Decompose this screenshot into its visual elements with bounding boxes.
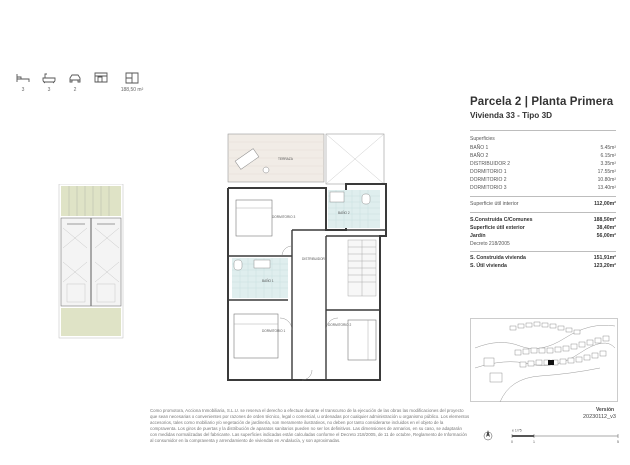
feature-parking xyxy=(62,72,88,93)
dorm2-label: DORMITORIO 2 xyxy=(328,323,352,327)
summary-row: Jardín 56,00m² xyxy=(470,233,616,239)
totals-table xyxy=(470,254,616,270)
feature-bathrooms xyxy=(36,72,62,93)
rooms-table xyxy=(470,144,616,192)
car-icon xyxy=(68,72,82,84)
dorm1-label: DORMITORIO 1 xyxy=(262,329,286,333)
bed-icon xyxy=(16,72,30,84)
bed-furniture xyxy=(236,200,272,236)
distributor-label: DISTRIBUIDOR xyxy=(302,257,325,261)
site-plan xyxy=(57,184,127,340)
bed-furniture xyxy=(348,320,376,360)
feature-plot xyxy=(114,72,150,93)
bathrooms-count: 3 xyxy=(47,87,51,93)
scale-bar xyxy=(482,428,622,448)
bath2-label: BAÑO 2 xyxy=(338,211,350,215)
table-divider xyxy=(470,196,616,197)
page-subtitle: Vivienda 33 - Tipo 3D xyxy=(470,111,553,120)
plot-icon xyxy=(125,72,139,84)
room-row: DORMITORIO 3 13.40m² xyxy=(470,185,616,191)
room-row: DORMITORIO 1 17.55m² xyxy=(470,169,616,175)
title-divider xyxy=(470,130,616,131)
total-row: S. Útil vivienda 123,20m² xyxy=(470,263,616,269)
scale-tick-0: 0 xyxy=(511,440,513,444)
parking-count: 2 xyxy=(73,87,77,93)
interior-divider xyxy=(470,212,616,213)
summary-divider xyxy=(470,251,616,252)
summary-row: Superficie útil exterior 38,40m² xyxy=(470,225,616,231)
interior-surface: Superficie útil interior 112,00m² xyxy=(470,201,616,207)
feature-icons xyxy=(10,72,150,93)
highlighted-plot-marker xyxy=(548,360,554,365)
dorm3-label: DORMITORIO 3 xyxy=(272,215,296,219)
summary-row: S.Construida C/Comunes 188,50m² xyxy=(470,217,616,223)
floor-plan xyxy=(222,130,402,388)
bedrooms-count: 3 xyxy=(21,87,25,93)
plot-area: 188,50 m² xyxy=(120,87,144,93)
scale-tick-1: 1 xyxy=(533,440,535,444)
scale-ratio: e 1/75 xyxy=(512,428,522,433)
summary-table xyxy=(470,216,616,248)
feature-bedrooms xyxy=(10,72,36,93)
room-row: BAÑO 1 5.45m² xyxy=(470,145,616,151)
location-map xyxy=(470,318,618,402)
north-arrow-icon xyxy=(484,430,492,440)
page-title: Parcela 2 | Planta Primera xyxy=(470,96,614,108)
bed-furniture xyxy=(234,314,278,358)
legal-disclaimer: Como promotora, Acciona Inmobiliaria, S.L.U. se reserva el derecho a efectuar durante el transcurso de la ejecución de las obras las modificaciones del proyecto que sean necesarias o convenientes por razones de orden técnico, legal o comercial, u ordenadas por cualquier administración u organismo público. Los elementos accesorios, tales como mobiliario y/o vegetación de jardinería, son meramente ilustrativos, no deben por tanto considerarse incluidos en el objeto de la compraventa. Los giros de puertas y la distribución de aparatos sanitarios pueden no ser los definitivos. Las dimensiones de armarios, en su caso, se adaptarán con medidas normalizadas del fabricante. Las superficies indicadas están calculadas conforme el Decreto 218/2005, de 11 de octubre, Reglamento de Información al consumidor en la compraventa y arrendamiento de viviendas en Andalucía, y son aproximadas. xyxy=(150,408,470,443)
room-row: BAÑO 2 6.15m² xyxy=(470,153,616,159)
terrace-label: TERRAZA xyxy=(278,157,293,161)
room-row: DORMITORIO 2 10.80m² xyxy=(470,177,616,183)
stairs xyxy=(348,240,376,296)
room-row: DISTRIBUIDOR 2 3.35m² xyxy=(470,161,616,167)
feature-house xyxy=(88,72,114,93)
bathtub-icon xyxy=(42,72,56,84)
scale-tick-5: 5 xyxy=(617,440,619,444)
total-row: S. Construida vivienda 151,91m² xyxy=(470,255,616,261)
house-icon xyxy=(94,72,108,84)
version-label: Versión xyxy=(596,407,615,413)
decree-note: Decreto 218/2005 xyxy=(470,241,510,247)
surfaces-label: Superficies xyxy=(470,136,495,142)
version-value: 20230112_v3 xyxy=(583,414,616,420)
bath1-label: BAÑO 1 xyxy=(262,279,274,283)
